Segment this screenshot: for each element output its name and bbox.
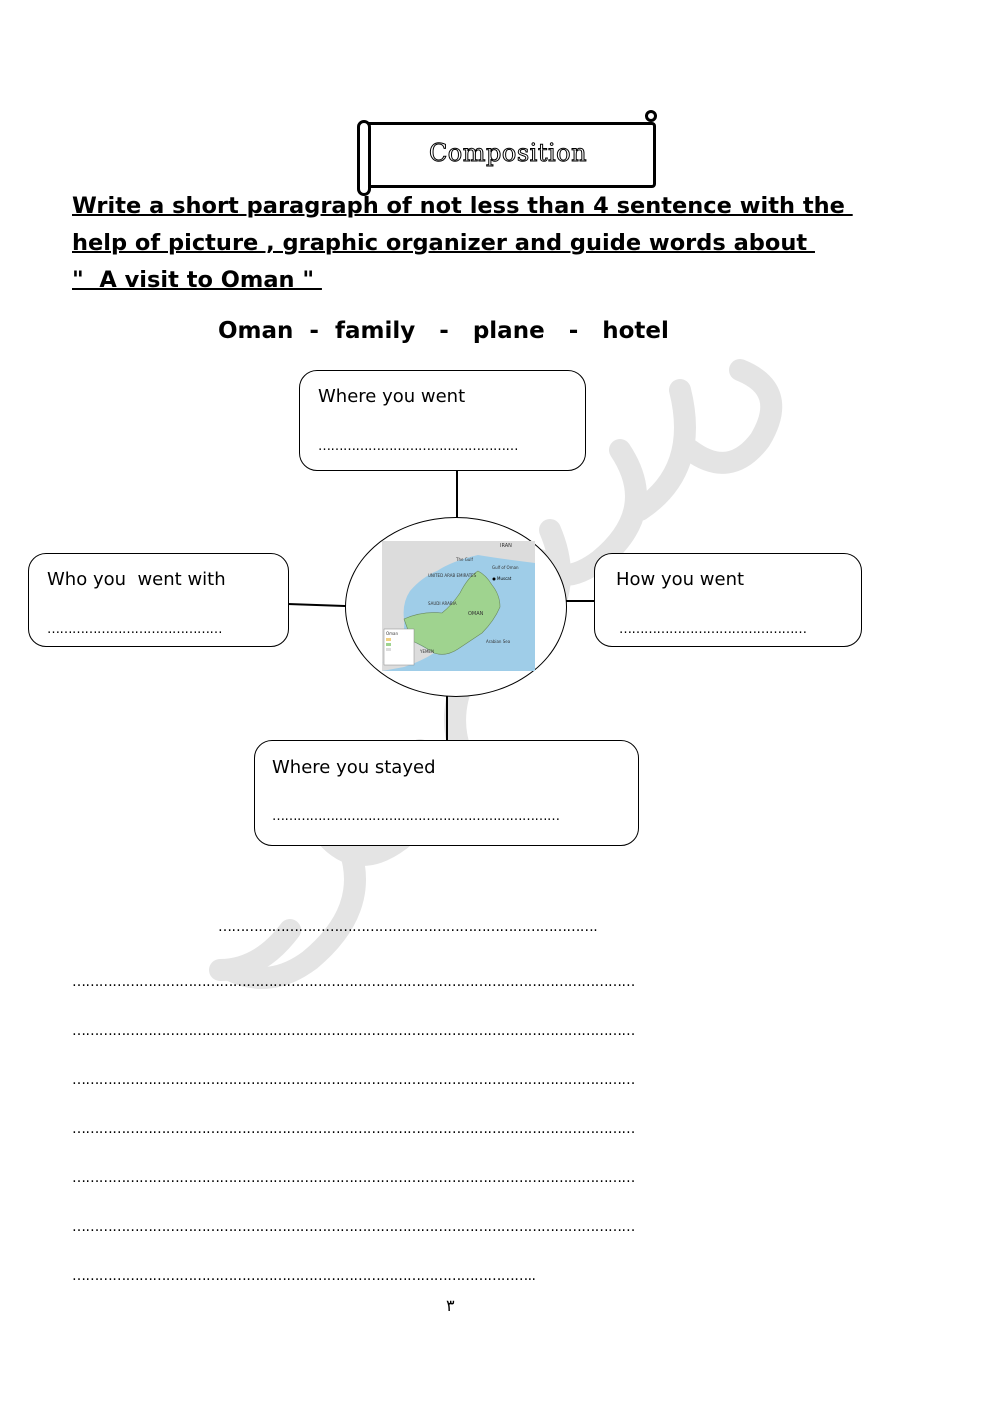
box-who-you-went-with — [28, 553, 289, 647]
guide-words: Oman - family - plane - hotel — [218, 318, 669, 344]
writing-line-1[interactable]: ……………………………………………………………………………………………………………… — [72, 974, 635, 990]
answer-line-where-you-went[interactable]: ………………………………………… — [318, 439, 518, 454]
writing-line-2[interactable]: ……………………………………………………………………………………………………………… — [72, 1023, 635, 1039]
legend-swatch-1 — [386, 638, 391, 641]
writing-line-5[interactable]: ……………………………………………………………………………………………………………… — [72, 1170, 635, 1186]
answer-line-how-you-went[interactable]: ……………………………………… — [619, 622, 807, 637]
connector-right — [562, 600, 596, 602]
map-label-the-gulf: The Gulf — [456, 557, 473, 562]
map-legend-title: Oman — [386, 631, 399, 636]
legend-swatch-3 — [386, 648, 391, 651]
writing-first-line[interactable]: …………………………………………………………………………. — [218, 919, 598, 935]
map-label-muscat: Muscat — [497, 576, 512, 581]
writing-line-3[interactable]: ……………………………………………………………………………………………………………… — [72, 1072, 635, 1088]
map-label-oman: OMAN — [468, 611, 484, 617]
writing-line-6[interactable]: ……………………………………………………………………………………………………………… — [72, 1219, 635, 1235]
map-capital-marker — [493, 578, 496, 581]
writing-line-7[interactable]: ………………………………………………………………………………………….. — [72, 1268, 536, 1284]
connector-bottom — [446, 695, 448, 741]
map-label-arabian-sea: Arabian Sea — [486, 639, 511, 644]
scroll-curl-top-right — [645, 110, 657, 122]
box-label-how-you-went: How you went — [616, 569, 745, 590]
box-label-who-you-went-with: Who you went with — [47, 569, 226, 590]
instruction-line-2: help of picture , graphic organizer and guide words about — [72, 230, 815, 256]
legend-swatch-2 — [386, 643, 391, 646]
answer-line-who-you-went-with[interactable]: …………………………………… — [47, 622, 222, 637]
oman-map — [382, 541, 535, 671]
page-title: Composition — [428, 139, 588, 167]
instruction-line-3: " A visit to Oman " — [72, 267, 322, 293]
map-label-saudi: SAUDI ARABIA — [428, 601, 457, 606]
box-label-where-you-stayed: Where you stayed — [272, 757, 436, 778]
box-where-you-went — [299, 370, 586, 471]
title-scroll-banner — [360, 122, 656, 188]
map-label-yemen: YEMEN — [420, 649, 434, 654]
page-number: ٣ — [446, 1296, 455, 1315]
connector-top — [456, 470, 458, 520]
box-where-you-stayed — [254, 740, 639, 846]
scroll-curl-left — [357, 120, 371, 196]
box-label-where-you-went: Where you went — [318, 386, 466, 407]
answer-line-where-you-stayed[interactable]: …………………………………………………………… — [272, 809, 560, 824]
map-label-iran: IRAN — [500, 543, 512, 549]
connector-left — [288, 603, 352, 607]
writing-line-4[interactable]: ……………………………………………………………………………………………………………… — [72, 1121, 635, 1137]
map-label-gulf-oman: Gulf of Oman — [492, 565, 519, 570]
box-how-you-went — [594, 553, 862, 647]
composition-instructions — [72, 188, 872, 299]
map-label-uae: UNITED ARAB EMIRATES — [428, 573, 477, 578]
instruction-line-1: Write a short paragraph of not less than 4 sentence with the — [72, 193, 853, 219]
